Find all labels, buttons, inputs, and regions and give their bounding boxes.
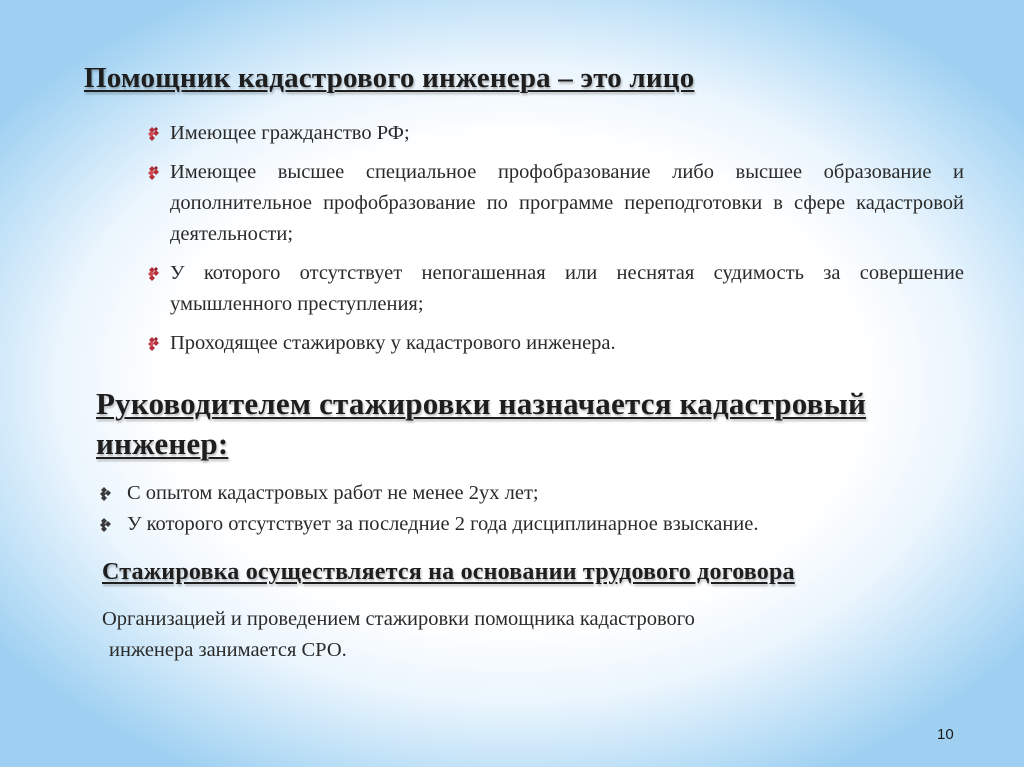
requirement-text: Имеющее гражданство РФ; (170, 122, 410, 144)
diamond-bullet-icon (100, 487, 118, 501)
paragraph-line: Организацией и проведением стажировки помощника кадастрового (102, 608, 695, 630)
paragraph-line: инженера занимается СРО. (109, 639, 347, 661)
page-number: 10 (937, 726, 954, 743)
diamond-bullet-icon (100, 518, 118, 532)
list-item (148, 118, 964, 149)
supervisor-requirement-text: С опытом кадастровых работ не менее 2ух лет; (127, 482, 539, 504)
list-item (148, 258, 964, 320)
supervisor-requirement-text: У которого отсутствует за последние 2 года дисциплинарное взыскание. (127, 513, 759, 535)
requirements-list (148, 118, 964, 367)
list-item (100, 509, 960, 540)
diamond-bullet-icon (148, 337, 166, 351)
list-item (148, 157, 964, 250)
diamond-bullet-icon (148, 166, 166, 180)
organization-paragraph (102, 604, 872, 666)
list-item (100, 478, 960, 509)
contract-heading: Стажировка осуществляется на основании трудового договора (102, 559, 795, 585)
requirement-text: У которого отсутствует непогашенная или неснятая судимость за совершение умышленного преступления; (170, 262, 964, 315)
supervisor-heading: Руководителем стажировки назначается кадастровый инженер: (96, 386, 867, 461)
list-item (148, 328, 964, 359)
requirement-text: Проходящее стажировку у кадастрового инженера. (170, 332, 616, 354)
diamond-bullet-icon (148, 267, 166, 281)
diamond-bullet-icon (148, 127, 166, 141)
requirement-text: Имеющее высшее специальное профобразование либо высшее образование и дополнительное профобразование по программе переподготовки в сфере кадастровой деятельности; (170, 161, 964, 245)
supervisor-requirements-list (100, 478, 960, 540)
main-heading: Помощник кадастрового инженера – это лицо (84, 62, 695, 94)
